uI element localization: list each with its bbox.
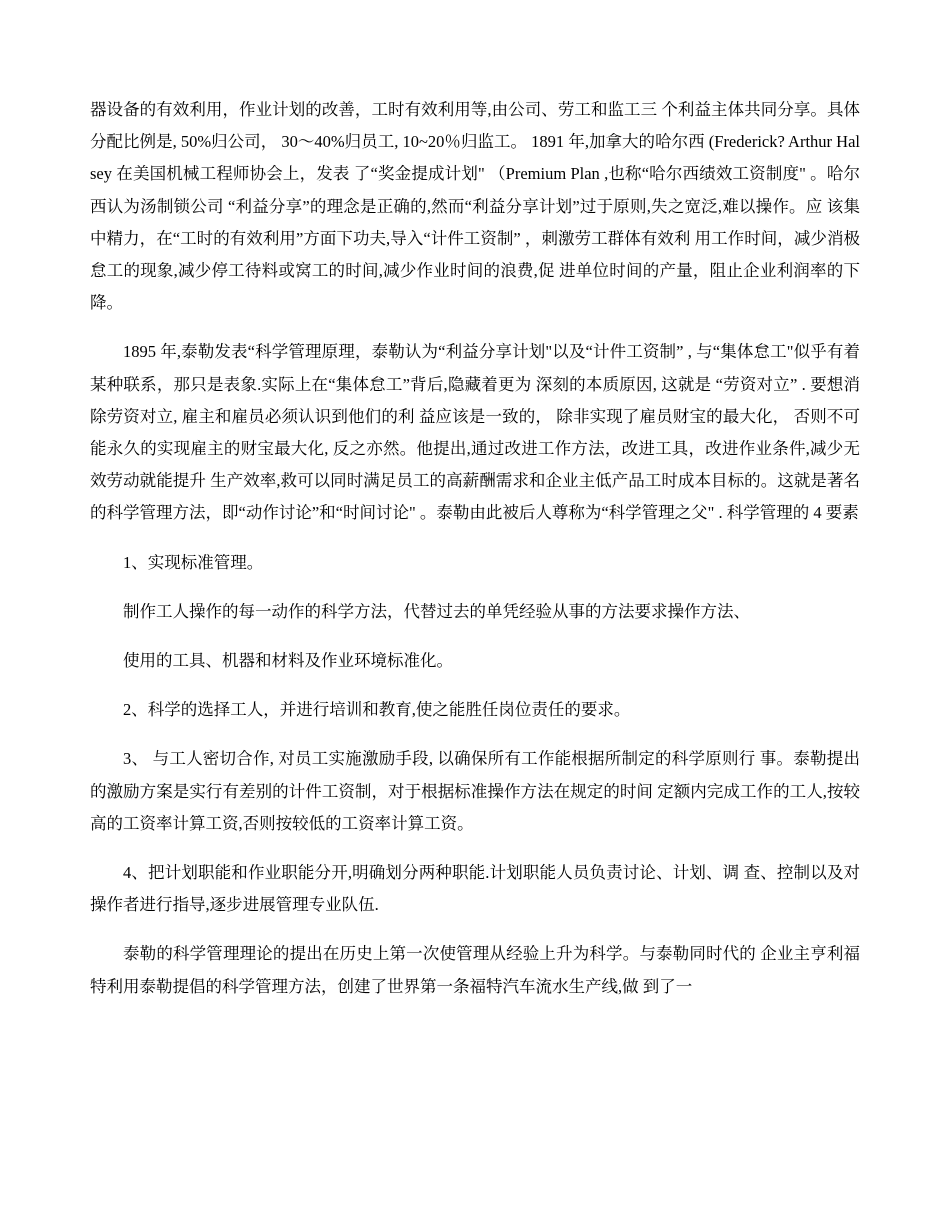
- paragraph-element-4: 4、把计划职能和作业职能分开,明确划分两种职能.计划职能人员负责讨论、计划、调 查、控制以及对操作者进行指导,逐步进展管理专业队伍.: [90, 863, 860, 915]
- paragraph-ford-production-line: 泰勒的科学管理理论的提出在历史上第一次使管理从经验上升为科学。与泰勒同时代的 企业主亨利福特利用泰勒提倡的科学管理方法，创建了世界第一条福特汽车流水生产线,做 到了一: [90, 944, 860, 996]
- paragraph-element-1-detail-b: 使用的工具、机器和材料及作业环境标准化。: [123, 651, 453, 671]
- paragraph-element-1-heading: 1、实现标准管理。: [123, 552, 264, 572]
- paragraph-element-1-detail-a: 制作工人操作的每一动作的科学方法，代替过去的单凭经验从事的方法要求操作方法、: [123, 601, 750, 621]
- paragraph-element-3: 3、 与工人密切合作, 对员工实施激励手段, 以确保所有工作能根据所制定的科学原则行 事。泰勒提出的激励方案是实行有差别的计件工资制，对于根据标准操作方法在规定的时间 定额内完成工作的工人,按较高的工资率计算工资,否则按较低的工资率计算工资。: [90, 749, 860, 833]
- document-body: [90, 94, 860, 1003]
- paragraph-element-2: 2、科学的选择工人，并进行培训和教育,使之能胜任岗位责任的要求。: [123, 700, 631, 720]
- paragraph-profit-sharing: 器设备的有效利用，作业计划的改善，工时有效利用等,由公司、劳工和监工三 个利益主体共同分享。具体分配比例是, 50%归公司， 30～40%归员工, 10~20％归监工。 1891 年,加拿大的哈尔西 (Frederick? Arthur Halsey 在美国机械工程师协会上，发表 了“奖金提成计划" （Premium Plan ,也称“哈尔西绩效工资制度" 。哈尔西认为汤制锁公司 “利益分享”的理念是正确的,然而“利益分享计划”过于原则,失之宽泛,难以操作。应 该集中精力，在“工时的有效利用”方面下功夫,导入“计件工资制” ，刺激劳工群体有效利 用工作时间，减少消极怠工的现象,减少停工待料或窝工的时间,减少作业时间的浪费,促 进单位时间的产量，阻止企业利润率的下降。: [90, 100, 860, 313]
- paragraph-taylor-1895: 1895 年,泰勒发表“科学管理原理，泰勒认为“利益分享计划"以及“计件工资制” , 与“集体怠工"似乎有着某种联系，那只是表象.实际上在“集体怠工”背后,隐藏着更为 深刻的本质原因, 这就是 “劳资对立” . 要想消除劳资对立, 雇主和雇员必须认识到他们的利 益应该是一致的， 除非实现了雇员财宝的最大化， 否则不可能永久的实现雇主的财宝最大化, 反之亦然。他提出,通过改进工作方法，改进工具，改进作业条件,减少无效劳动就能提升 生产效率,救可以同时满足员工的高薪酬需求和企业主低产品工时成本目标的。这就是著名 的科学管理方法，即“动作讨论”和“时间讨论" 。泰勒由此被后人尊称为“科学管理之父" . 科学管理的 4 要素: [90, 342, 860, 523]
